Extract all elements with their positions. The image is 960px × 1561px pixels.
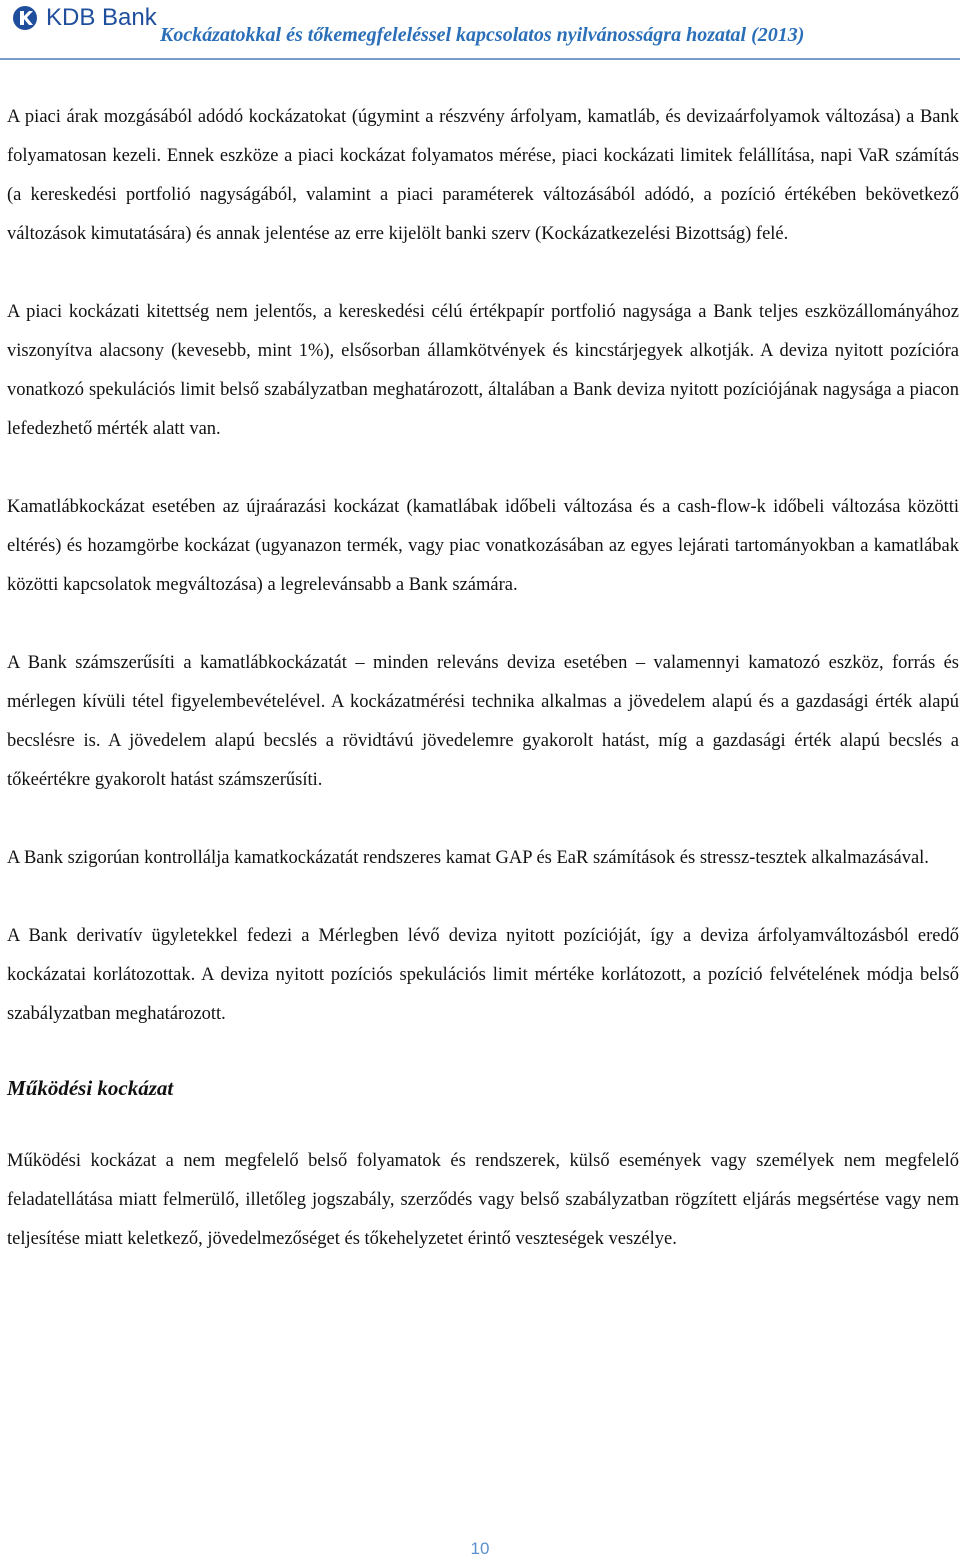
paragraph-interest-control: A Bank szigorúan kontrollálja kamatkockázatát rendszeres kamat GAP és EaR számítások és stressz-tesztek alkalmazásával. xyxy=(7,848,929,868)
page-number: 10 xyxy=(470,1539,490,1558)
logo-text: KDB Bank xyxy=(46,4,157,31)
page-header xyxy=(0,0,960,60)
kdb-logo xyxy=(12,4,157,32)
paragraph-operational-risk: Működési kockázat a nem megfelelő belső folyamatok és rendszerek, külső események vagy személyek nem megfelelő feladatellátása miatt felmerülő, illetőleg jogszabály, szerződés vagy belső szabályzatban rögzített eljárás megsértése vagy nem teljesítése miatt keletkező, jövedelmezőséget és tőkehelyzetet érintő veszteségek veszélye. xyxy=(7,1151,959,1249)
kdb-logo-icon xyxy=(12,5,42,31)
paragraph-interest-rate-risk: Kamatlábkockázat esetében az újraárazási kockázat (kamatlábak időbeli változása és a cash-flow-k időbeli változása közötti eltérés) és hozamgörbe kockázat (ugyanazon termék, vagy piac vonatkozásában az egyes lejárati tartományokban a kamatlábak közötti kapcsolatok megváltozása) a legrelevánsabb a Bank számára. xyxy=(7,497,959,595)
document-body xyxy=(7,98,959,1298)
document-title: Kockázatokkal és tőkemegfeleléssel kapcsolatos nyilvánosságra hozatal (2013) xyxy=(160,24,805,46)
paragraph-interest-quantification: A Bank számszerűsíti a kamatlábkockázatát – minden releváns deviza esetében – valamennyi kamatozó eszköz, forrás és mérlegen kívüli tétel figyelembevételével. A kockázatmérési technika alkalmas a jövedelem alapú és a gazdasági érték alapú becslésre is. A jövedelem alapú becslés a rövidtávú jövedelemre gyakorolt hatást, míg a gazdasági érték alapú becslés a tőkeértékre gyakorolt hatást számszerűsíti. xyxy=(7,653,959,790)
section-heading-operational-risk: Működési kockázat xyxy=(7,1076,174,1100)
paragraph-derivatives: A Bank derivatív ügyletekkel fedezi a Mérlegben lévő deviza nyitott pozícióját, így a deviza árfolyamváltozásból eredő kockázatai korlátozottak. A deviza nyitott pozíciós spekulációs limit mértéke korlátozott, a pozíció felvételének módja belső szabályzatban meghatározott. xyxy=(7,926,959,1024)
paragraph-market-exposure: A piaci kockázati kitettség nem jelentős, a kereskedési célú értékpapír portfolió nagysága a Bank teljes eszközállományához viszonyítva alacsony (kevesebb, mint 1%), elsősorban államkötvények és kincstárjegyek alkotják. A deviza nyitott pozícióra vonatkozó spekulációs limit belső szabályzatban meghatározott, általában a Bank deviza nyitott pozíciójának nagysága a piacon lefedezhető mérték alatt van. xyxy=(7,302,959,439)
header-divider xyxy=(0,58,960,60)
paragraph-market-risk: A piaci árak mozgásából adódó kockázatokat (úgymint a részvény árfolyam, kamatláb, és devizaárfolyamok változása) a Bank folyamatosan kezeli. Ennek eszköze a piaci kockázat folyamatos mérése, piaci kockázati limitek felállítása, napi VaR számítás (a kereskedési portfolió nagyságából, valamint a piaci paraméterek változásából adódó, a pozíció értékében bekövetkező változások kimutatására) és annak jelentése az erre kijelölt banki szerv (Kockázatkezelési Bizottság) felé. xyxy=(7,107,959,244)
